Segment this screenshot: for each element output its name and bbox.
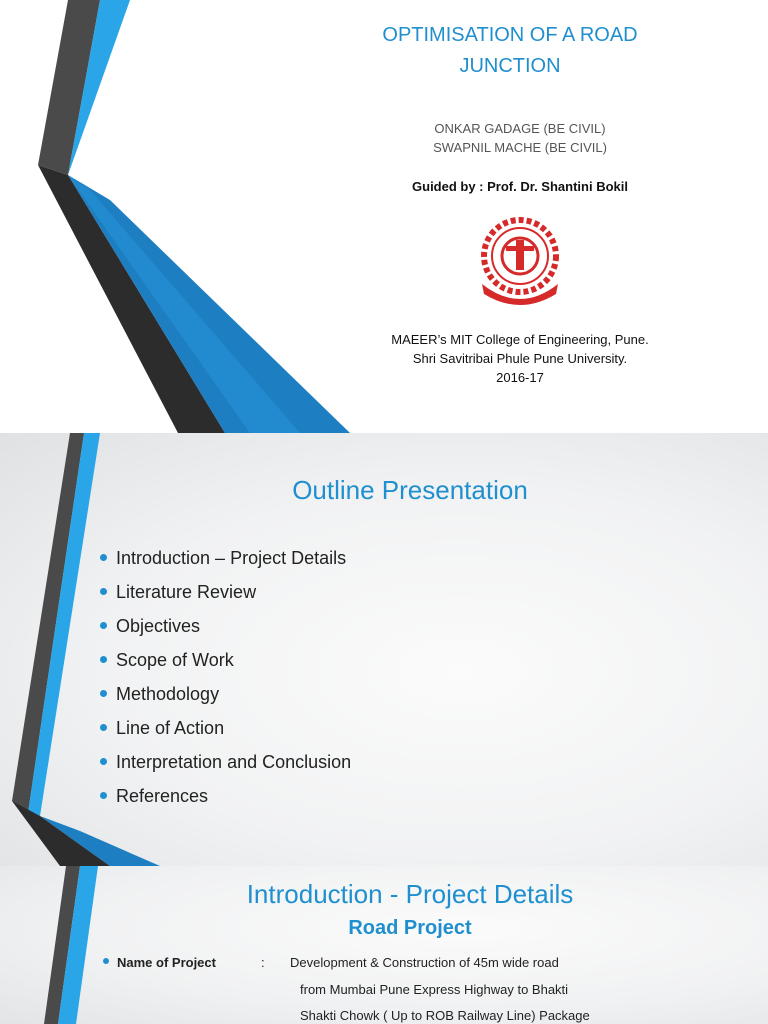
list-item-label: Interpretation and Conclusion bbox=[116, 752, 352, 772]
guide-text: Guided by : Prof. Dr. Shantini Bokil bbox=[412, 179, 628, 194]
list-item bbox=[100, 677, 351, 711]
institute-name: MAEER’s MIT College of Engineering, Pune. bbox=[391, 332, 649, 347]
list-item-label: Line of Action bbox=[116, 718, 225, 738]
bullet-icon bbox=[100, 656, 107, 663]
list-item-label: References bbox=[116, 786, 209, 806]
list-item-label: Objectives bbox=[116, 616, 201, 636]
bullet-icon bbox=[100, 758, 107, 765]
list-item-label: Scope of Work bbox=[116, 650, 234, 670]
project-name-value-2: from Mumbai Pune Express Highway to Bhakti bbox=[300, 982, 569, 997]
list-item-label: Introduction – Project Details bbox=[116, 548, 347, 568]
title-line-2: JUNCTION bbox=[459, 55, 561, 77]
bullet-icon bbox=[100, 724, 107, 731]
list-item bbox=[100, 643, 351, 677]
project-name-label: Name of Project bbox=[117, 955, 216, 970]
bullet-icon bbox=[100, 622, 107, 629]
academic-year: 2016-17 bbox=[496, 370, 544, 385]
title-slide bbox=[0, 0, 768, 433]
college-seal-icon bbox=[472, 210, 568, 314]
presentation-title bbox=[330, 20, 690, 82]
outline-title: Outline Presentation bbox=[292, 475, 528, 505]
project-name-value-1: Development & Construction of 45m wide road bbox=[290, 955, 559, 970]
list-item bbox=[100, 609, 351, 643]
university-name: Shri Savitribai Phule Pune University. bbox=[412, 351, 628, 366]
bullet-icon bbox=[100, 690, 107, 697]
road-project-subtitle: Road Project bbox=[348, 917, 472, 939]
list-item bbox=[100, 711, 351, 745]
list-item bbox=[100, 779, 351, 813]
list-item-label: Literature Review bbox=[116, 582, 257, 602]
institute-block bbox=[340, 330, 700, 387]
list-item bbox=[100, 575, 351, 609]
author-2: SWAPNIL MACHE (BE CIVIL) bbox=[433, 140, 607, 155]
list-item-label: Methodology bbox=[116, 684, 220, 704]
project-name-colon: : bbox=[261, 955, 265, 970]
bullet-icon bbox=[100, 554, 107, 561]
list-item bbox=[100, 541, 351, 575]
project-details-title: Introduction - Project Details bbox=[246, 879, 574, 909]
author-1: ONKAR GADAGE (BE CIVIL) bbox=[434, 121, 606, 136]
bullet-icon bbox=[100, 792, 107, 799]
project-name-value-3: Shakti Chowk ( Up to ROB Railway Line) Package bbox=[300, 1008, 590, 1023]
list-item bbox=[100, 745, 351, 779]
bullet-icon bbox=[100, 588, 107, 595]
outline-list bbox=[100, 541, 351, 813]
title-line-1: OPTIMISATION OF A ROAD bbox=[382, 24, 638, 46]
bullet-icon bbox=[103, 958, 109, 964]
